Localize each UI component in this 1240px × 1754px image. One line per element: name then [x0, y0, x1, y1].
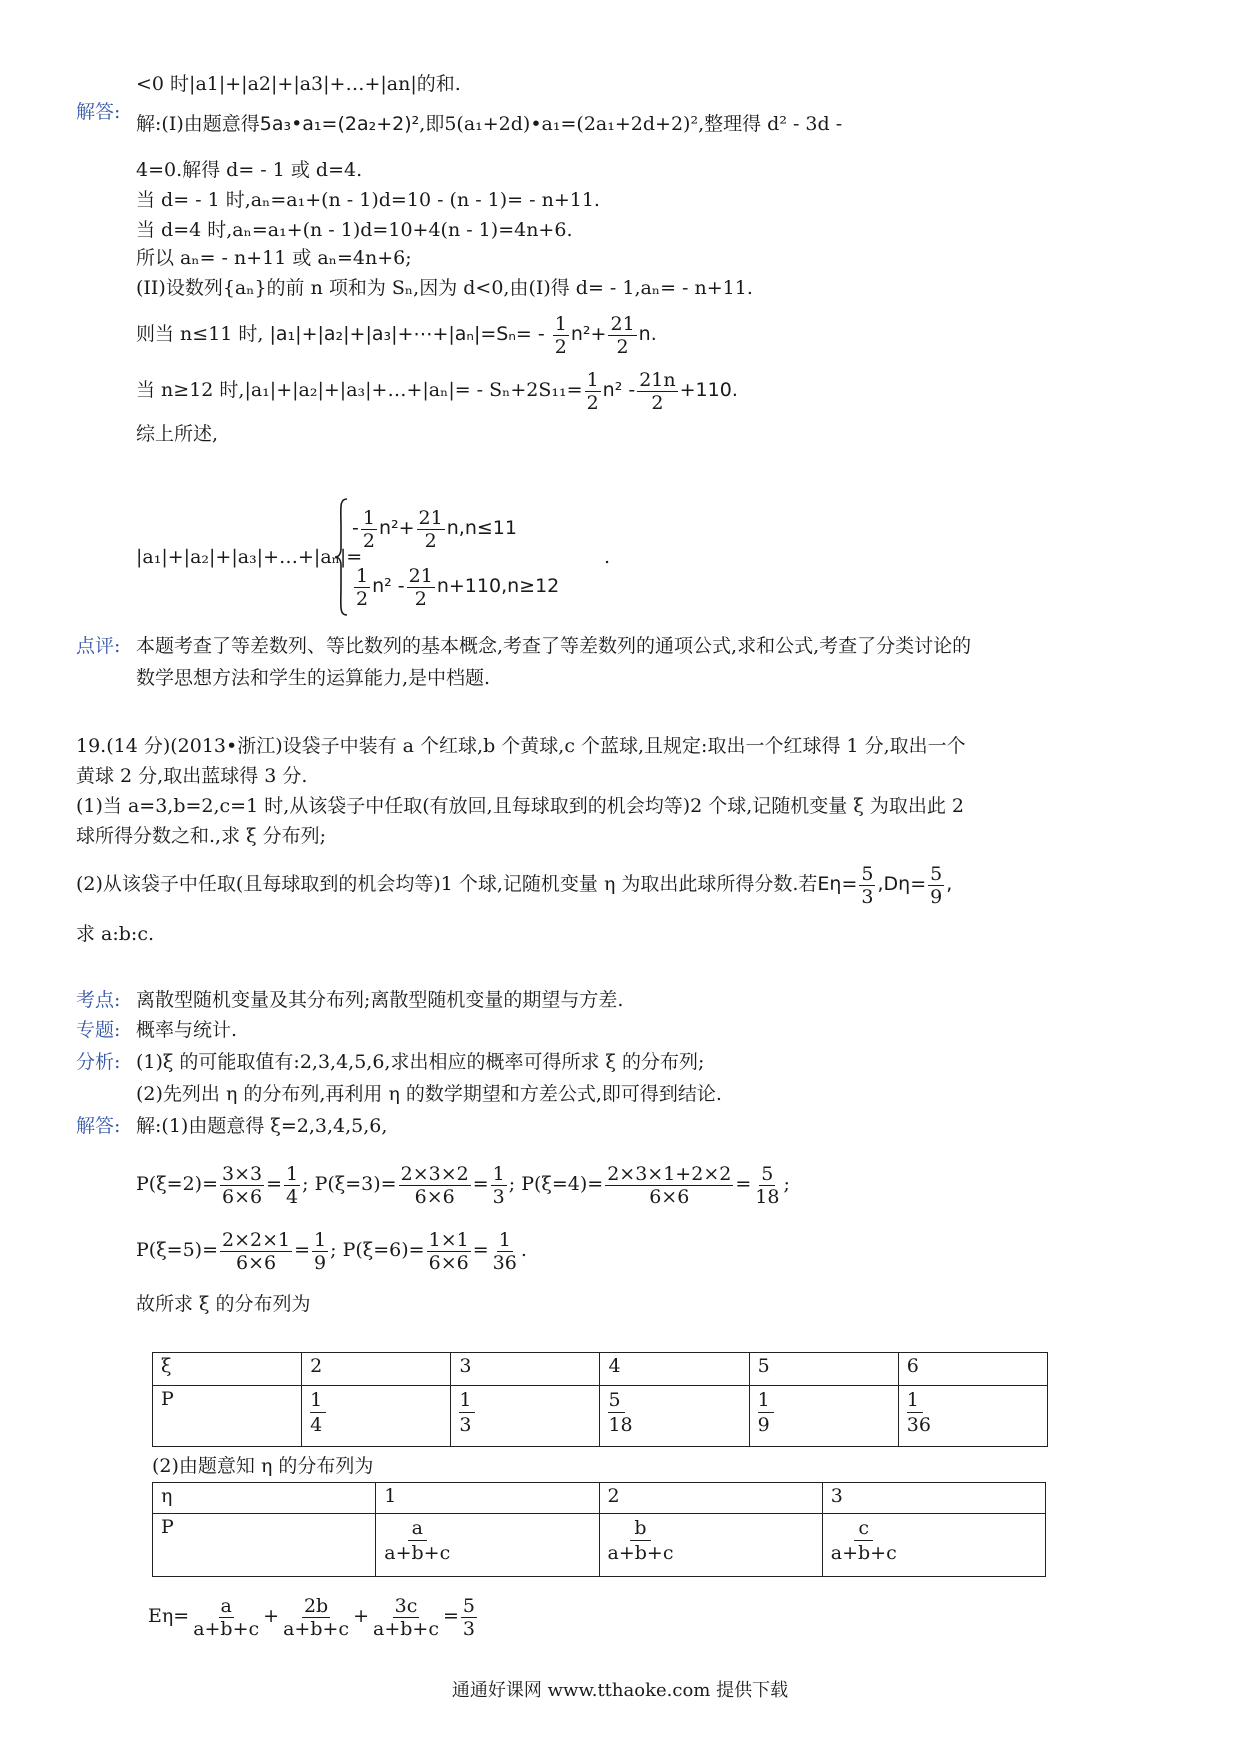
fraction: $\frac{1}{36}$	[492, 1228, 517, 1274]
fraction: $\frac{a}{a+b+c}$	[193, 1594, 260, 1640]
sol18-line-6: (II)设数列{aₙ}的前 n 项和为 Sₙ,因为 d<0,由(I)得 d= - 1,aₙ= - n+11.	[136, 277, 753, 299]
table-cell	[898, 1386, 1047, 1447]
table-cell: P	[153, 1386, 302, 1447]
table-header-row	[153, 1483, 1046, 1514]
table-row	[153, 1386, 1048, 1447]
table-cell	[451, 1386, 600, 1447]
eta-distribution-table	[152, 1482, 1046, 1577]
comment-line-2: 数学思想方法和学生的运算能力,是中档题.	[136, 667, 491, 689]
fraction: $\frac{1}{3}$	[459, 1388, 475, 1437]
table-cell: P	[153, 1514, 376, 1577]
fraction: $\frac{c}{a+b+c}$	[830, 1517, 897, 1564]
topic-label: 专题:	[76, 1019, 121, 1041]
table-cell: 2	[302, 1353, 451, 1386]
table-cell: 4	[600, 1353, 749, 1386]
sol18-line-8: 当 n≥12 时,|a₁|+|a₂|+|a₃|+…+|aₙ|= - Sₙ+2S₁₁= $\frac{1}{2}$ n² - $\frac{21n}{2}$ +110.	[136, 368, 738, 414]
fraction: $\frac{21}{2}$	[408, 564, 433, 610]
fraction: $\frac{1}{4}$	[310, 1388, 326, 1437]
analysis-line-1: (1)ξ 的可能取值有:2,3,4,5,6,求出相应的概率可得所求 ξ 的分布列;	[136, 1051, 705, 1073]
table-cell: 3	[822, 1483, 1045, 1514]
fraction: $\frac{a}{a+b+c}$	[384, 1517, 451, 1564]
fraction: $\frac{5}{18}$	[755, 1162, 780, 1208]
fraction: $\frac{2\times 3\times 1+2\times 2}{6\times 6}$	[607, 1162, 732, 1208]
left-brace-icon	[334, 498, 348, 616]
fraction: $\frac{1}{2}$	[586, 368, 599, 414]
table-cell: 5	[749, 1353, 898, 1386]
prob-row-1: P(ξ=2)= $\frac{3\times 3}{6\times 6}$ = $\frac{1}{4}$ ; P(ξ=3)= $\frac{2\times 3\times 2}{6\times 6}$ = $\frac{1}{3}$ ; P(ξ=4)= $\frac{2\times 3\times 1+2\times 2}{6\times 6}$ = $\frac{5}{18}$ ;	[136, 1162, 790, 1208]
fraction: $\frac{5}{3}$	[861, 862, 874, 908]
q19-line-5: (2)从该袋子中任取(且每球取到的机会均等)1 个球,记随机变量 η 为取出此球所得分数.若Eη= $\frac{5}{3}$ ,Dη= $\frac{5}{9}$ ,	[76, 862, 953, 908]
answer-label-2: 解答:	[76, 1115, 121, 1137]
q19-line-3: (1)当 a=3,b=2,c=1 时,从该袋子中任取(有放回,且每球取到的机会均等)2 个球,记随机变量 ξ 为取出此 2	[76, 795, 964, 817]
table-cell: 3	[451, 1353, 600, 1386]
fraction: $\frac{2b}{a+b+c}$	[283, 1594, 350, 1640]
sol18-line-7: 则当 n≤11 时, |a₁|+|a₂|+|a₃|+⋯+|aₙ|=Sₙ= - $\frac{1}{2}$ n²+ $\frac{21}{2}$ n.	[136, 312, 657, 358]
table-cell: 1	[376, 1483, 599, 1514]
analysis-line-2: (2)先列出 η 的分布列,再利用 η 的数学期望和方差公式,即可得到结论.	[136, 1083, 722, 1105]
prob-row-2: P(ξ=5)= $\frac{2\times 2\times 1}{6\times 6}$ = $\frac{1}{9}$ ; P(ξ=6)= $\frac{1\times 1}{6\times 6}$ = $\frac{1}{36}$ .	[136, 1228, 527, 1274]
table-cell	[376, 1514, 599, 1577]
sol18-line-2: 4=0.解得 d= - 1 或 d=4.	[136, 159, 363, 181]
table-cell: ξ	[153, 1353, 302, 1386]
table-cell: 6	[898, 1353, 1047, 1386]
case-2: $\frac{1}{2}$ n² - $\frac{21}{2}$ n+110,n≥12	[356, 564, 560, 610]
expectation-formula: Eη= $\frac{a}{a+b+c}$ + $\frac{2b}{a+b+c}$ + $\frac{3c}{a+b+c}$ = $\frac{5}{3}$	[148, 1594, 475, 1640]
topic-text: 概率与统计.	[136, 1019, 238, 1041]
fraction: $\frac{1}{9}$	[314, 1228, 327, 1274]
q19-line-6: 求 a:b:c.	[76, 923, 155, 945]
fraction: $\frac{1\times 1}{6\times 6}$	[428, 1228, 469, 1274]
fraction: $\frac{21}{2}$	[418, 506, 443, 552]
xi-distribution-table	[152, 1352, 1048, 1447]
answer-label: 解答:	[76, 101, 121, 123]
fraction: $\frac{5}{18}$	[608, 1389, 633, 1436]
eta-intro: (2)由题意知 η 的分布列为	[152, 1455, 374, 1477]
table-cell	[599, 1514, 822, 1577]
fraction: $\frac{1}{36}$	[906, 1389, 931, 1436]
comment-label: 点评:	[76, 635, 121, 657]
sol18-line-4: 当 d=4 时,aₙ=a₁+(n - 1)d=10+4(n - 1)=4n+6.	[136, 219, 573, 241]
fraction: $\frac{5}{9}$	[930, 862, 943, 908]
sol18-line-9: 综上所述,	[136, 423, 219, 445]
fraction: $\frac{1}{4}$	[286, 1162, 299, 1208]
fraction: $\frac{1}{2}$	[362, 506, 375, 552]
comment-line-1: 本题考查了等差数列、等比数列的基本概念,考查了等差数列的通项公式,求和公式,考查了分类讨论的	[136, 635, 972, 657]
fraction: $\frac{2\times 3\times 2}{6\times 6}$	[400, 1162, 469, 1208]
case-1: - $\frac{1}{2}$ n²+ $\frac{21}{2}$ n,n≤11	[352, 506, 517, 552]
case-lhs: |a₁|+|a₂|+|a₃|+…+|aₙ|=	[136, 546, 363, 568]
q19-line-1: 19.(14 分)(2013•浙江)设袋子中装有 a 个红球,b 个黄球,c 个蓝球,且规定:取出一个红球得 1 分,取出一个	[76, 735, 966, 757]
table-cell: 2	[599, 1483, 822, 1514]
fraction: $\frac{3\times 3}{6\times 6}$	[222, 1162, 263, 1208]
table-cell	[822, 1514, 1045, 1577]
sol18-line-1: 解:(I)由题意得5a₃•a₁=(2a₂+2)²,即5(a₁+2d)•a₁=(2a₁+2d+2)²,整理得 d² - 3d -	[136, 113, 843, 135]
q19-line-2: 黄球 2 分,取出蓝球得 3 分.	[76, 765, 308, 787]
table-row	[153, 1514, 1046, 1577]
fraction: $\frac{1}{2}$	[554, 312, 567, 358]
table-cell: η	[153, 1483, 376, 1514]
fraction: $\frac{2\times 2\times 1}{6\times 6}$	[222, 1228, 291, 1274]
fraction: $\frac{21}{2}$	[610, 312, 635, 358]
table-header-row	[153, 1353, 1048, 1386]
page-footer: 通通好课网 www.tthaoke.com 提供下载	[451, 1680, 789, 1701]
knowledge-label: 考点:	[76, 989, 121, 1011]
sol18-line-3: 当 d= - 1 时,aₙ=a₁+(n - 1)d=10 - (n - 1)= - n+11.	[136, 189, 600, 211]
sol18-line-5: 所以 aₙ= - n+11 或 aₙ=4n+6;	[136, 247, 412, 269]
knowledge-text: 离散型随机变量及其分布列;离散型随机变量的期望与方差.	[136, 989, 624, 1011]
fraction: $\frac{5}{3}$	[462, 1594, 475, 1640]
q19-line-4: 球所得分数之和.,求 ξ 分布列;	[76, 825, 327, 847]
fraction: $\frac{1}{3}$	[492, 1162, 505, 1208]
top-line: <0 时|a1|+|a2|+|a3|+…+|an|的和.	[136, 73, 461, 95]
fraction: $\frac{3c}{a+b+c}$	[373, 1594, 439, 1640]
table-cell	[600, 1386, 749, 1447]
fraction: $\frac{21n}{2}$	[639, 368, 676, 414]
table-cell	[302, 1386, 451, 1447]
case-end: .	[604, 546, 611, 568]
analysis-label: 分析:	[76, 1051, 121, 1073]
fraction: $\frac{1}{9}$	[758, 1388, 774, 1437]
dist-intro: 故所求 ξ 的分布列为	[136, 1293, 311, 1315]
table-cell	[749, 1386, 898, 1447]
fraction: $\frac{1}{2}$	[356, 564, 369, 610]
fraction: $\frac{b}{a+b+c}$	[607, 1517, 674, 1564]
sol19-line-1: 解:(1)由题意得 ξ=2,3,4,5,6,	[136, 1115, 388, 1137]
